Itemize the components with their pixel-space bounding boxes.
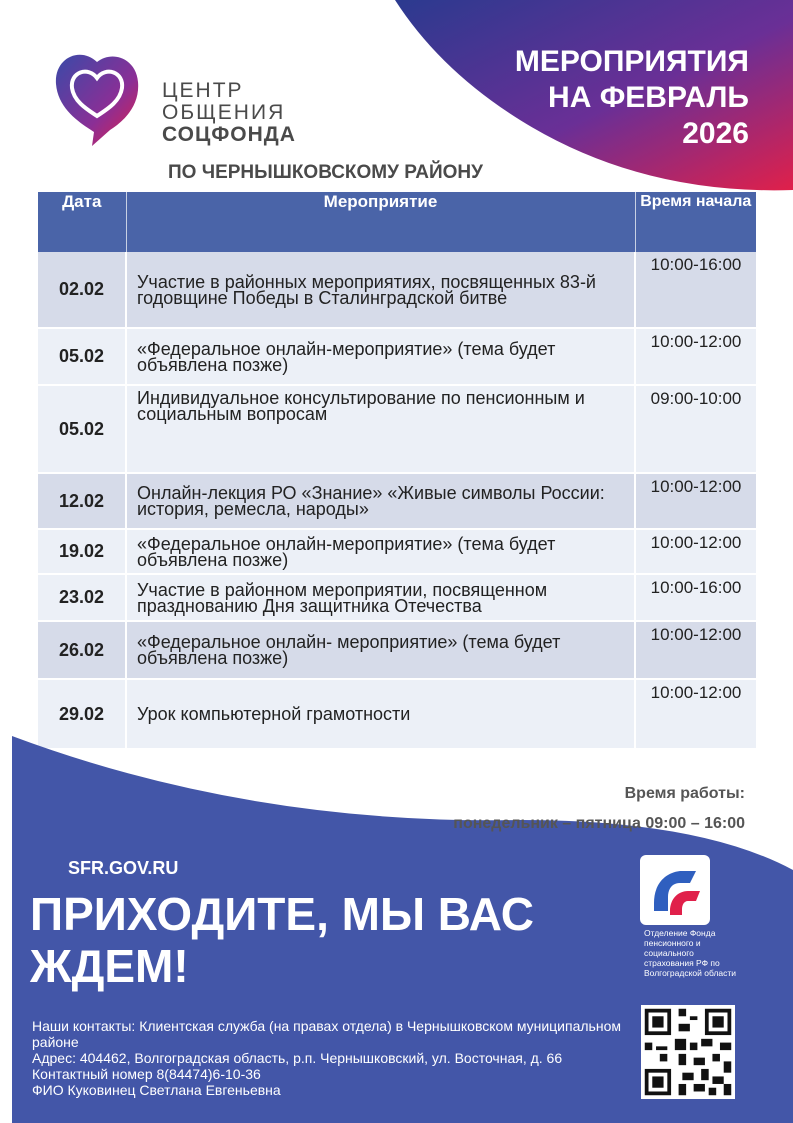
logo-line-2: ОБЩЕНИЯ xyxy=(162,101,286,124)
table-row xyxy=(38,252,756,328)
row-time: 10:00-12:00 xyxy=(635,473,756,529)
qr-code[interactable] xyxy=(641,1005,735,1099)
row-event: «Федеральное онлайн- мероприятие» (тема будет объявлена позже) xyxy=(126,621,635,679)
row-time: 10:00-12:00 xyxy=(635,679,756,749)
row-date: 05.02 xyxy=(38,385,126,473)
row-event: Онлайн-лекция РО «Знание» «Живые символы России: история, ремесла, народы» xyxy=(126,473,635,529)
table-header-row xyxy=(38,192,756,252)
contact-line: ФИО Куковинец Светлана Евгеньевна xyxy=(32,1082,281,1098)
row-time: 09:00-10:00 xyxy=(635,385,756,473)
schedule-table xyxy=(38,192,756,750)
logo-line-1: ЦЕНТР xyxy=(162,79,244,102)
row-date: 23.02 xyxy=(38,574,126,621)
row-date: 19.02 xyxy=(38,529,126,574)
table-row xyxy=(38,574,756,621)
table-row xyxy=(38,385,756,473)
title-line-1: МЕРОПРИЯТИЯ xyxy=(514,45,749,78)
sfr-logo xyxy=(640,855,710,925)
table-row xyxy=(38,328,756,385)
row-time: 10:00-12:00 xyxy=(635,529,756,574)
row-time: 10:00-16:00 xyxy=(635,252,756,328)
table-row xyxy=(38,473,756,529)
sfr-caption: Отделение Фонда пенсионного и социального страхования РФ по Волгоградской области xyxy=(644,928,737,978)
contact-line: Адрес: 404462, Волгоградская область, р.п. Чернышковский, ул. Восточная, д. 66 xyxy=(32,1050,563,1066)
contact-line: Контактный номер 8(84474)6-10-36 xyxy=(32,1066,261,1082)
district-subtitle: ПО ЧЕРНЫШКОВСКОМУ РАЙОНУ xyxy=(168,162,483,183)
row-event: Участие в районных мероприятиях, посвященных 83-й годовщине Победы в Сталинградской битве xyxy=(126,252,635,328)
row-date: 05.02 xyxy=(38,328,126,385)
page-title xyxy=(489,44,749,152)
row-event: Участие в районном мероприятии, посвященном празднованию Дня защитника Отечества xyxy=(126,574,635,621)
row-date: 26.02 xyxy=(38,621,126,679)
contacts-block xyxy=(32,1018,632,1098)
row-event: Урок компьютерной грамотности xyxy=(126,679,635,749)
table-row xyxy=(38,621,756,679)
contact-line: Наши контакты: Клиентская служба (на правах отдела) в Чернышковском муниципальном районе xyxy=(32,1018,621,1050)
row-time: 10:00-16:00 xyxy=(635,574,756,621)
row-event: Индивидуальное консультирование по пенсионным и социальным вопросам xyxy=(126,385,635,473)
logo-line-3: СОЦФОНДА xyxy=(162,123,296,146)
site-link[interactable]: SFR.GOV.RU xyxy=(68,858,179,878)
column-header-event: Мероприятие xyxy=(126,192,635,252)
column-header-time: Время начала xyxy=(635,192,756,252)
title-line-2: НА ФЕВРАЛЬ xyxy=(548,81,749,114)
row-time: 10:00-12:00 xyxy=(635,328,756,385)
row-event: «Федеральное онлайн-мероприятие» (тема будет объявлена позже) xyxy=(126,328,635,385)
row-date: 29.02 xyxy=(38,679,126,749)
row-date: 12.02 xyxy=(38,473,126,529)
row-date: 02.02 xyxy=(38,252,126,328)
row-event: «Федеральное онлайн-мероприятие» (тема будет объявлена позже) xyxy=(126,529,635,574)
column-header-date: Дата xyxy=(38,192,126,252)
heart-chat-logo xyxy=(52,50,142,150)
row-time: 10:00-12:00 xyxy=(635,621,756,679)
title-line-3: 2026 xyxy=(682,117,749,150)
table-row xyxy=(38,529,756,574)
logo-wordmark xyxy=(162,80,296,146)
work-hours-label: Время работы: xyxy=(624,785,745,802)
slogan: ПРИХОДИТЕ, МЫ ВАС ЖДЕМ! xyxy=(30,888,535,992)
work-hours-value: понедельник – пятница 09:00 – 16:00 xyxy=(453,815,745,832)
